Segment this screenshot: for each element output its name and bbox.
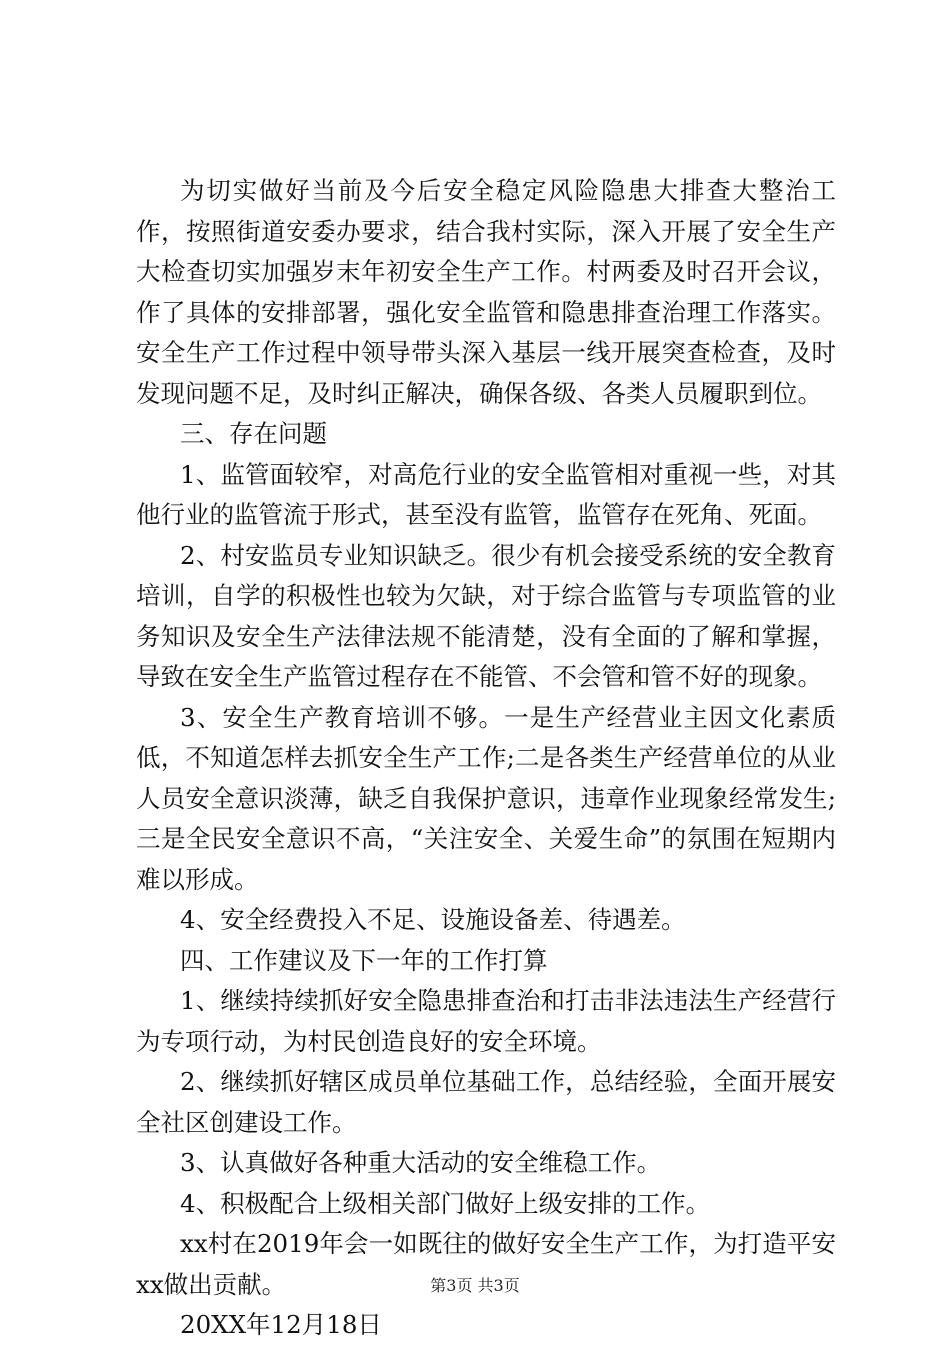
document-body (136, 171, 836, 1346)
problem-item-1: 1、监管面较窄，对高危行业的安全监管相对重视一些，对其他行业的监管流于形式，甚至没有监管，监管存在死角、死面。 (136, 459, 836, 529)
intro-paragraph: 为切实做好当前及今后安全稳定风险隐患大排查大整治工作，按照街道安委办要求，结合我村实际，深入开展了安全生产大检查切实加强岁末年初安全生产工作。村两委及时召开会议，作了具体的安排部署，强化安全监管和隐患排查治理工作落实。安全生产工作过程中领导带头深入基层一线开展突查检查，及时发现问题不足，及时纠正解决，确保各级、各类人员履职到位。 (136, 176, 836, 408)
document-date: 20XX年12月18日 (180, 1310, 382, 1339)
section-heading-problems: 三、存在问题 (180, 419, 327, 448)
problem-item-4: 4、安全经费投入不足、设施设备差、待遇差。 (180, 905, 686, 934)
suggestion-item-1: 1、继续持续抓好安全隐患排查治和打击非法违法生产经营行为专项行动，为村民创造良好的安全环境。 (136, 986, 836, 1056)
suggestion-item-2: 2、继续抓好辖区成员单位基础工作，总结经验，全面开展安全社区创建设工作。 (136, 1067, 836, 1137)
suggestion-item-3: 3、认真做好各种重大活动的安全维稳工作。 (180, 1148, 662, 1177)
suggestion-item-4: 4、积极配合上级相关部门做好上级安排的工作。 (180, 1188, 711, 1218)
section-heading-suggestions: 四、工作建议及下一年的工作打算 (180, 945, 548, 975)
page-number-footer: 第3页 共3页 (430, 1276, 520, 1295)
problem-item-2: 2、村安监员专业知识缺乏。很少有机会接受系统的安全教育培训，自学的积极性也较为欠缺，对于综合监管与专项监管的业务知识及安全生产法律法规不能清楚，没有全面的了解和掌握，导致在安全生产监管过程存在不能管、不会管和管不好的现象。 (136, 540, 836, 691)
closing-statement: xx村在2019年会一如既往的做好安全生产工作，为打造平安xx做出贡献。 (136, 1229, 836, 1299)
problem-item-3: 3、安全生产教育培训不够。一是生产经营业主因文化素质低，不知道怎样去抓安全生产工作;二是各类生产经营单位的从业人员安全意识淡薄，缺乏自我保护意识，违章作业现象经常发生;三是全民安全意识不高，“关注安全、关爱生命”的氛围在短期内难以形成。 (136, 702, 836, 894)
